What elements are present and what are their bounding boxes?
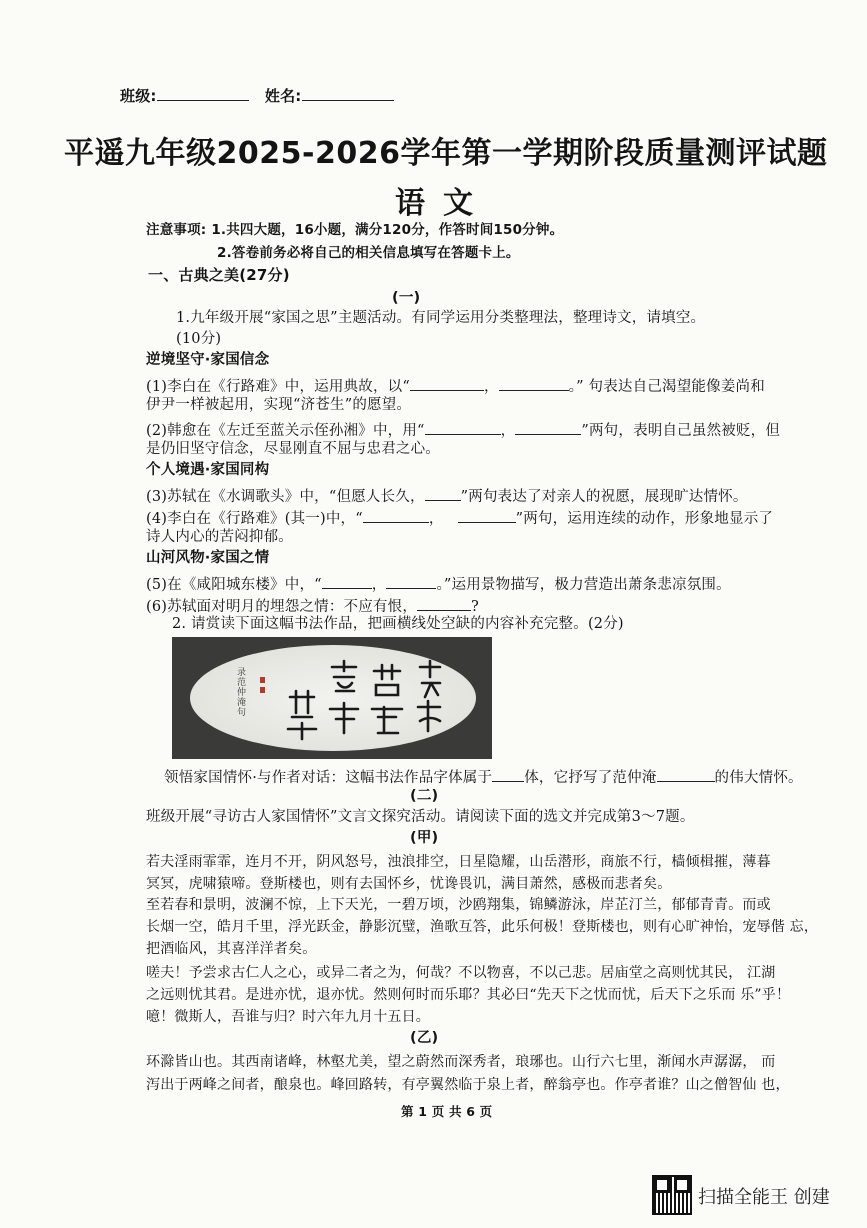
answer-blank bbox=[515, 420, 581, 435]
q1-item-6 bbox=[146, 596, 479, 615]
answer-blank bbox=[425, 420, 501, 435]
notes-item-2: 2.答卷前务必将自己的相关信息填写在答题卡上。 bbox=[217, 245, 520, 261]
q1-2-post: ”两句，表明自己虽然被贬，但 bbox=[581, 423, 781, 439]
section-heading: 一、古典之美(27分) bbox=[148, 266, 290, 284]
answer-blank bbox=[363, 508, 429, 523]
subject-title: 语文 bbox=[395, 186, 491, 221]
question-2: 2. 请赏读下面这幅书法作品，把画横线处空缺的内容补充完整。(2分) bbox=[172, 616, 624, 632]
q1-item-4-line-1 bbox=[146, 508, 773, 527]
q1-6-post: ? bbox=[471, 599, 480, 615]
q1-4-post: ”两句，运用连续的动作，形象地显示了 bbox=[515, 511, 774, 527]
category-2: 个人境遇·家国同构 bbox=[146, 462, 270, 478]
q1-4-pre: (4)李白在《行路难》(其一)中，“ bbox=[146, 511, 363, 527]
passage-yi-line: 环滁皆山也。其西南诸峰，林壑尤美，望之蔚然而深秀者，琅琊也。山行六七里，渐闻水声潺潺， 而 bbox=[146, 1054, 776, 1070]
passage-yi-line: 泻出于两峰之间者，酿泉也。峰回路转，有亭翼然临于泉上者，醉翁亭也。作亭者谁？山之僧智仙 也， bbox=[146, 1077, 790, 1093]
exam-title: 平遥九年级2025-2026学年第一学期阶段质量测评试题 bbox=[64, 136, 828, 171]
answer-blank bbox=[492, 767, 524, 782]
q1-item-2-line-1 bbox=[146, 420, 780, 439]
answer-blank bbox=[322, 574, 372, 589]
q1-item-2-line-2: 是仍旧坚守信念，尽显刚直不屈与忠君之心。 bbox=[146, 441, 440, 457]
part-one-label: (一) bbox=[392, 290, 421, 306]
class-blank bbox=[157, 86, 249, 101]
q1-5-pre: (5)在《咸阳城东楼》中，“ bbox=[146, 577, 322, 593]
name-blank bbox=[302, 86, 394, 101]
page-number: 第 1 页 共 6 页 bbox=[401, 1104, 493, 1119]
name-label: 姓名: bbox=[264, 87, 302, 105]
qr-code-icon bbox=[652, 1175, 692, 1215]
answer-blank bbox=[458, 508, 516, 523]
scanner-watermark: 扫描全能王 创建 bbox=[698, 1187, 830, 1208]
q1-item-3 bbox=[146, 486, 748, 505]
q2-caption-mid: 体，它抒写了范仲淹 bbox=[524, 770, 657, 786]
answer-blank bbox=[386, 574, 436, 589]
passage-jia-line: 嗟夫！予尝求古仁人之心，或异二者之为，何哉？不以物喜，不以己悲。居庙堂之高则忧其民， 江湖 bbox=[146, 965, 776, 981]
passage-jia-line: 长烟一空，皓月千里，浮光跃金，静影沉璧，渔歌互答，此乐何极！登斯楼也，则有心旷神怡，宠辱偕 忘， bbox=[146, 919, 819, 935]
class-label: 班级: bbox=[120, 87, 157, 105]
calligraphy-inscription: 录范仲淹句 bbox=[235, 667, 245, 717]
q1-1-pre: (1)李白在《行路难》中，运用典故，以“ bbox=[146, 379, 410, 395]
q1-1-post: 。” 句表达自己渴望能像姜尚和 bbox=[568, 379, 765, 395]
notes-line-1 bbox=[146, 224, 563, 238]
question-1: 1.九年级开展“家国之思”主题活动。有同学运用分类整理法，整理诗文，请填空。 bbox=[176, 310, 706, 326]
reading-intro: 班级开展“寻访古人家国情怀”文言文探究活动。请阅读下面的选文并完成第3～7题。 bbox=[146, 809, 695, 825]
passage-yi-label: (乙) bbox=[410, 1030, 439, 1046]
category-1: 逆境坚守·家国信念 bbox=[146, 352, 270, 368]
answer-blank bbox=[657, 767, 715, 782]
q1-6-pre: (6)苏轼面对明月的埋怨之情：不应有恨， bbox=[146, 599, 418, 615]
answer-blank bbox=[425, 486, 461, 501]
q2-caption-pre: 领悟家国情怀·与作者对话：这幅书法作品字体属于 bbox=[164, 770, 493, 786]
q1-1-mid: ， bbox=[483, 379, 499, 395]
category-3: 山河风物·家国之情 bbox=[146, 550, 270, 566]
q1-2-pre: (2)韩愈在《左迁至蓝关示侄孙湘》中，用“ bbox=[146, 423, 425, 439]
passage-jia-line: 若夫淫雨霏霏，连月不开，阴风怒号，浊浪排空，日星隐耀，山岳潜形，商旅不行，樯倾楫摧，薄暮 bbox=[146, 854, 771, 870]
question-2-caption bbox=[164, 767, 803, 786]
part-two-label: (二) bbox=[410, 788, 439, 804]
passage-jia-line: 冥冥，虎啸猿啼。登斯楼也，则有去国怀乡，忧谗畏讥，满目萧然，感极而悲者矣。 bbox=[146, 876, 672, 892]
q1-3-pre: (3)苏轼在《水调歌头》中，“但愿人长久， bbox=[146, 489, 425, 505]
passage-jia-line: 之远则忧其君。是进亦忧，退亦忧。然则何时而乐耶？其必曰“先天下之忧而忧，后天下之乐而 乐”乎！ bbox=[146, 987, 791, 1003]
answer-blank bbox=[417, 596, 471, 611]
passage-jia-line: 噫！微斯人，吾谁与归？时六年九月十五日。 bbox=[146, 1009, 430, 1025]
q1-5-post: 。”运用景物描写，极力营造出萧条悲凉氛围。 bbox=[436, 577, 731, 593]
answer-blank bbox=[410, 376, 484, 391]
notes-label: 注意事项: bbox=[146, 222, 207, 238]
q1-item-1-line-2: 伊尹一样被起用，实现“济苍生”的愿望。 bbox=[146, 397, 412, 413]
q1-item-4-line-2: 诗人内心的苦闷抑郁。 bbox=[146, 529, 293, 545]
q1-3-post: ”两句表达了对亲人的祝愿，展现旷达情怀。 bbox=[460, 489, 748, 505]
q1-4-mid: ， bbox=[428, 511, 444, 527]
calligraphy-artwork bbox=[172, 637, 492, 759]
passage-jia-line: 把酒临风，其喜洋洋者矣。 bbox=[146, 941, 317, 957]
q1-item-5 bbox=[146, 574, 731, 593]
class-field bbox=[120, 86, 394, 104]
q1-item-1-line-1 bbox=[146, 376, 765, 395]
notes-item-1: 1.共四大题，16小题，满分120分，作答时间150分钟。 bbox=[211, 222, 564, 238]
passage-jia-line: 至若春和景明，波澜不惊，上下天光，一碧万顷，沙鸥翔集，锦鳞游泳，岸芷汀兰，郁郁青青。而或 bbox=[146, 897, 771, 913]
answer-blank bbox=[499, 376, 569, 391]
passage-jia-label: (甲) bbox=[410, 830, 439, 846]
q1-5-mid: ， bbox=[371, 577, 387, 593]
calligraphy-strokes bbox=[172, 637, 492, 759]
q1-2-mid: ， bbox=[500, 423, 516, 439]
question-1-score: (10分) bbox=[176, 331, 222, 347]
q2-caption-post: 的伟大情怀。 bbox=[714, 770, 803, 786]
